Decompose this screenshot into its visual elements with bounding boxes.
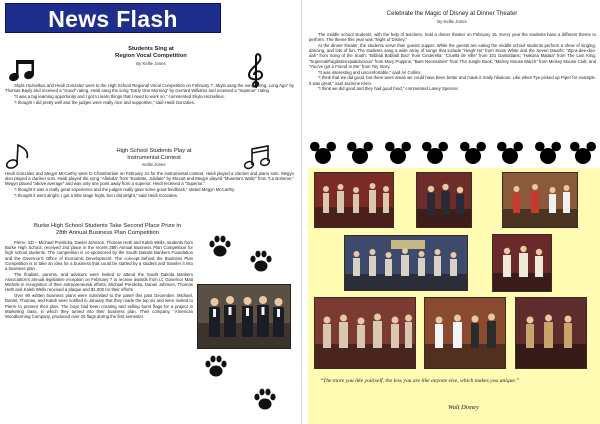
mickey-silhouette-icon bbox=[535, 141, 561, 165]
mickey-silhouette-icon bbox=[385, 141, 411, 165]
quote-author: Walt Disney bbox=[448, 404, 479, 411]
paw-print-icon bbox=[203, 354, 229, 380]
instrumental-headline-line2: Instrumental Contest bbox=[127, 154, 181, 161]
business-headline bbox=[5, 223, 210, 237]
collage-photo bbox=[424, 297, 506, 369]
instrumental-headline-line1: High School Students Play at bbox=[116, 148, 192, 154]
disney-paragraph: “I think we did good and they had good food,” commented Laney Spencer. bbox=[318, 86, 459, 92]
disney-paragraph: “It was interesting and uncomfortable,” said Ari Collins. bbox=[318, 69, 422, 75]
business-headline-line1: Burke High School Students Take Second Place Prize in bbox=[34, 223, 181, 229]
vocal-paragraph: “It was a big learning opportunity and I got to learn things that I need to work on,” commented Skyla Hozselkus. bbox=[14, 94, 225, 99]
business-paragraph: The finalists, parents, and advisors were invited to attend the South Dakota Bankers Association’s annual legislative reception on February 7 to receive awards from Lt. Governor Matt Michels in recognition of their entrepreneurial efforts. Michael Preslicka, Daniel Johnson, Thomas Heth and Kaleb Wells received a plaque and $1,000 for their efforts. bbox=[5, 271, 193, 293]
vocal-body bbox=[5, 83, 294, 106]
eighth-note-icon bbox=[5, 142, 33, 170]
vocal-headline-line2: Region Vocal Competition bbox=[115, 52, 187, 59]
masthead-title: News Flash bbox=[48, 6, 178, 32]
business-team-photo bbox=[197, 284, 291, 349]
paw-print-icon bbox=[207, 234, 233, 260]
instrumental-byline: Kellie Jones bbox=[142, 162, 166, 167]
mickey-silhouette-icon bbox=[422, 141, 448, 165]
business-headline-line2: 28th Annual Business Plan Competition bbox=[55, 229, 160, 236]
mickey-silhouette-icon bbox=[570, 141, 596, 165]
disney-body bbox=[309, 32, 596, 92]
masthead-banner bbox=[5, 3, 221, 33]
vocal-headline bbox=[88, 46, 214, 60]
collage-photo bbox=[492, 234, 552, 292]
vocal-byline: By Kellie Jones bbox=[136, 61, 166, 66]
instrumental-paragraph: “I thought it was a really great experience and the judges really gave some good feedback,” stated Megyn McCarthy. bbox=[14, 187, 236, 193]
mickey-silhouette-icon bbox=[497, 141, 523, 165]
collage-photo bbox=[314, 297, 416, 369]
instrumental-body bbox=[5, 171, 294, 199]
mickey-silhouette-icon bbox=[310, 141, 336, 165]
double-eighth-note-icon bbox=[8, 57, 38, 83]
disney-paragraph: At the dinner theater, the students serve their guests supper. While the guests are eating the middle school students perform a show of singing, dancing, and lots of fun. The students sang a wide array of songs that include “Heigh-Ho” from Snow White and the Seven Dwarfs; “Zip-a-dee-doo-dah” from Song of the South; “Bibbidi Bobbidi Boo” from Cinderella; “Cruella de Ville” from 101 Dalmatians; “Hakuna Matata” from The Lion King; “Supercalifragilisticexpialidocious” from Mary Poppins; “Bare Necessities” from The Jungle Book; “Mickey Mouse March” from Mickey Mouse Club; and “You’ve got a Friend In Me” from Toy Story. bbox=[309, 43, 596, 69]
business-body bbox=[5, 240, 193, 320]
mickey-silhouette-icon bbox=[460, 141, 486, 165]
disney-paragraph: “I think that we did good, but there were areas we could have been better and made it really hilarious. Like when Tye picked up Piper for example. It was great,” said Jazmine Klein. bbox=[309, 75, 596, 86]
vocal-headline-line1: Students Sing at bbox=[128, 46, 174, 52]
collage-photo bbox=[416, 172, 472, 228]
collage-photo bbox=[502, 172, 578, 228]
disney-paragraph: The middle school students, with the help of teachers, held a dinner theater on February 16. Every year the students have a different theme to perform. The theme this year was “Night of Disney.” bbox=[309, 32, 596, 43]
vocal-paragraph: “I thought I did pretty well and the judges were really nice and supportive,” said Heidi Gonzales. bbox=[14, 99, 196, 105]
paw-print-icon bbox=[248, 249, 274, 275]
mickey-silhouette-icon bbox=[347, 141, 373, 165]
business-paragraph: Pierre, SD – Michael Preslicka, Daniel Johnson, Thomas Heth and Kaleb Wells, students from Burke High School, received 2nd place in the recent 28th Annual Business Plan Competition for high school students. The competition is co-sponsored by the South Dakota Bankers Foundation and the Governor’s Office of Economic Development. The concept behind the Business Plan Competition is to take an idea for a business that could be started by a student and transfer it into a business plan. bbox=[5, 240, 193, 272]
collage-photo bbox=[515, 297, 587, 369]
collage-photo bbox=[314, 172, 394, 228]
mickey-border bbox=[310, 141, 596, 167]
instrumental-paragraph: “I thought it went alright. I got a little stage fright, but I did alright,” said Heidi Gonzales. bbox=[14, 193, 179, 198]
collage-photo bbox=[344, 235, 468, 291]
vocal-paragraph: Skyla Hozselkus and Heidi Gonzalez went to the High School Regional Vocal Competition on February 7. Skyla sang the song “Long, Long Ago” by Thomas Bayly and received a “Good” rating. Heidi sang the song “Early One Morning” by Gerrard Williams and received a “Superior” rating. bbox=[5, 83, 294, 94]
paw-print-icon bbox=[252, 387, 278, 413]
instrumental-headline bbox=[84, 148, 224, 162]
disney-quote: “The more you like yourself, the less you are like anyone else, which makes you unique.” bbox=[320, 378, 520, 384]
disney-byline: By Kellie Jones bbox=[437, 19, 467, 24]
beamed-notes-icon bbox=[244, 143, 272, 171]
business-paragraph: Over 90 written business plans were submitted to the panel this past December. Michael, Daniel, Thomas, and Kaleb were notified in January that they made the top six and were invited to Pierre to present their plan. The boys had been creating and selling burnt flags for a project in Marketing class, in which they turned into their business plan. Their company, “American Woodburning Company, produced over 25 flags during the first semester. bbox=[5, 293, 193, 320]
disney-headline: Celebrate the Magic of Disney at Dinner Theater bbox=[386, 10, 518, 17]
instrumental-paragraph: Heidi Gonzales and Megyn McCarthy went to Chamberlain on February 21 for the instrumental contest. Heidi played a clarinet and piano solo. Megyn also played a clarinet solo. Heidi played the song “Allelulia” from “Exultate, Jubilate” by Mozart and Megyn played “Musetta’s Waltz” from “La Boheme.” Megyn placed “above average” and was only one point away from a superior. Heidi received a “Superior.” bbox=[5, 171, 294, 187]
